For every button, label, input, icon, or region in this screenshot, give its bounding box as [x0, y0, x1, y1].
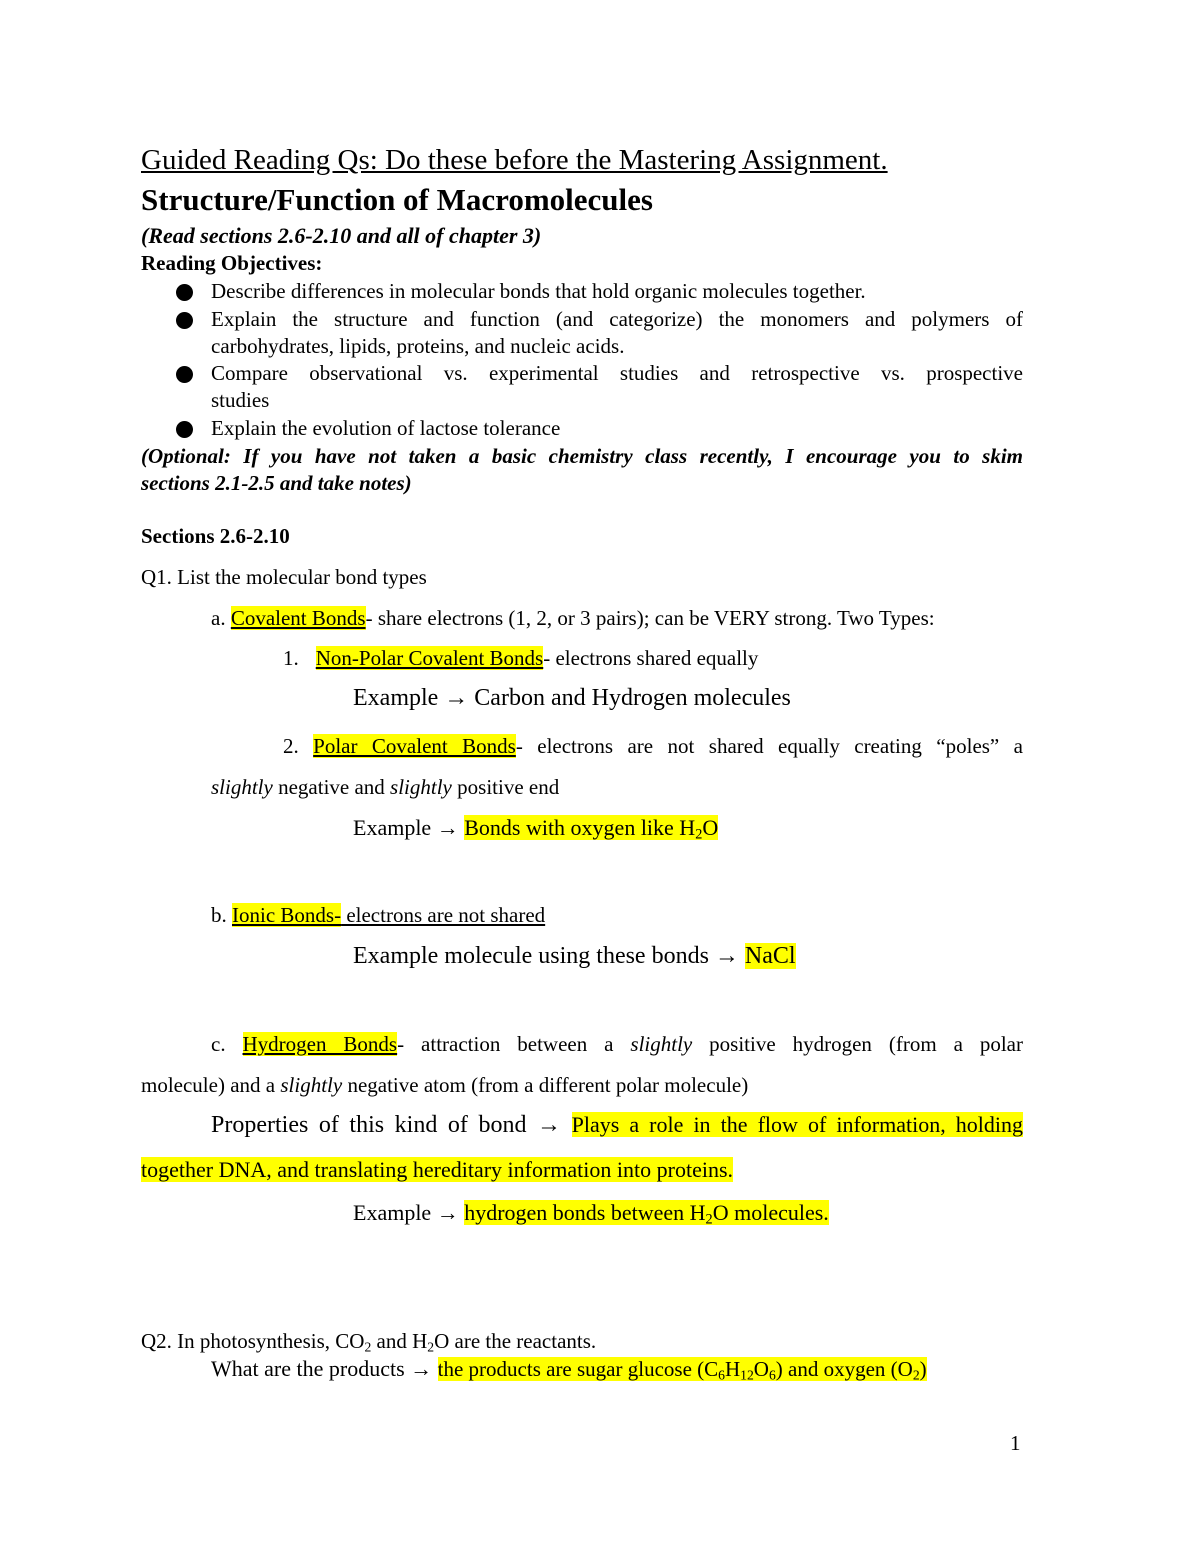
subscript: 2 [427, 1339, 435, 1355]
optional-note: (Optional: If you have not taken a basic chemistry class recently, I encourage you to skim [141, 444, 1023, 468]
nonpolar-covalent-desc: - electrons shared equally [543, 646, 759, 670]
answer-text: H [724, 1357, 741, 1381]
answer-text: the products are sugar glucose (C [437, 1357, 719, 1381]
hydrogen-properties [211, 1112, 1023, 1139]
ionic-example-answer: NaCl [744, 943, 796, 969]
text-span: - attraction between a [397, 1032, 631, 1056]
slightly-word: slightly [630, 1032, 693, 1056]
text-span: negative and [272, 775, 391, 799]
guided-reading-title: Guided Reading Qs: Do these before the Mastering Assignment. [141, 144, 888, 176]
item-number: 1. [283, 646, 299, 670]
answer-text: O molecules. [712, 1200, 829, 1225]
bullet-icon [176, 366, 193, 383]
polar-covalent-row [283, 734, 1023, 759]
properties-answer: Plays a role in the flow of information, holding [571, 1112, 1024, 1137]
hydrogen-bonds-term: Hydrogen Bonds [242, 1032, 398, 1056]
products-label: What are the products → [211, 1356, 438, 1381]
bullet-icon [176, 312, 193, 329]
subscript: 6 [768, 1367, 776, 1383]
covalent-bonds-desc: - share electrons (1, 2, or 3 pairs); can be VERY strong. Two Types: [365, 606, 935, 630]
objective-item-continued: studies [211, 388, 270, 412]
example-label: Example → [353, 1200, 465, 1225]
slightly-word: slightly [280, 1073, 343, 1097]
nonpolar-example: Example → Carbon and Hydrogen molecules [353, 685, 791, 711]
optional-note-continued: sections 2.1-2.5 and take notes) [141, 471, 412, 495]
subscript: 2 [705, 1211, 713, 1228]
q1-b-ionic [211, 903, 545, 928]
answer-text: ) [919, 1357, 927, 1381]
subscript: 2 [912, 1367, 920, 1383]
q1-a-covalent [211, 606, 935, 631]
ionic-example [353, 943, 796, 970]
objective-item: Describe differences in molecular bonds that hold organic molecules together. [211, 279, 866, 303]
covalent-bonds-term: Covalent Bonds [230, 606, 366, 630]
hydrogen-desc-continued [141, 1073, 748, 1098]
bullet-icon [176, 421, 193, 438]
slightly-word: slightly [390, 775, 452, 799]
text-span: positive hydrogen (from a polar [692, 1032, 1023, 1056]
answer-text: hydrogen bonds between H [464, 1200, 706, 1225]
example-label: Example → [353, 815, 465, 840]
item-number: 2. [283, 734, 299, 758]
ionic-bonds-desc: electrons are not shared [341, 903, 546, 927]
q1-question: Q1. List the molecular bond types [141, 565, 427, 589]
polar-example [353, 815, 718, 841]
objective-item: Compare observational vs. experimental studies and retrospective vs. prospective [211, 361, 1023, 385]
bullet-icon [176, 284, 193, 301]
polar-covalent-desc: - electrons are not shared equally creating “poles” a [515, 734, 1023, 758]
answer-text: O [702, 815, 719, 840]
polar-covalent-term: Polar Covalent Bonds [313, 734, 516, 758]
text-span: O are the reactants. [434, 1329, 597, 1353]
text-span: Q2. In photosynthesis, CO [141, 1329, 365, 1353]
polar-covalent-desc-continued [211, 775, 559, 800]
objective-item: Explain the structure and function (and categorize) the monomers and polymers of [211, 307, 1023, 331]
objective-item-continued: carbohydrates, lipids, proteins, and nucleic acids. [211, 334, 625, 358]
subscript: 2 [695, 826, 703, 843]
text-span: and H [371, 1329, 428, 1353]
main-title: Structure/Function of Macromolecules [141, 182, 653, 217]
nonpolar-covalent-term: Non-Polar Covalent Bonds [315, 646, 544, 670]
page-number: 1 [1010, 1431, 1021, 1455]
slightly-word: slightly [211, 775, 273, 799]
answer-text: Bonds with oxygen like H [464, 815, 696, 840]
nonpolar-covalent-row [283, 646, 758, 671]
read-sections-note: (Read sections 2.6-2.10 and all of chapter 3) [141, 223, 542, 248]
properties-answer: together DNA, and translating hereditary information into proteins. [141, 1157, 734, 1182]
reading-objectives-heading: Reading Objectives: [141, 251, 323, 275]
item-prefix: a. [211, 606, 231, 630]
properties-label: Properties of this kind of bond → [211, 1112, 572, 1138]
q1-c-hydrogen [211, 1032, 1023, 1057]
ionic-bonds-term: Ionic Bonds- [232, 903, 342, 927]
text-span: negative atom (from a different polar molecule) [342, 1073, 749, 1097]
item-prefix: b. [211, 903, 232, 927]
hydrogen-example [353, 1200, 829, 1226]
text-span: positive end [451, 775, 560, 799]
polar-example-answer [464, 815, 719, 843]
q2-question [141, 1329, 596, 1354]
hydrogen-properties-continued [141, 1157, 733, 1183]
answer-text: O [753, 1357, 769, 1381]
q2-answer-row [211, 1356, 927, 1382]
subscript: 12 [740, 1367, 754, 1383]
text-span: molecule) and a [141, 1073, 281, 1097]
example-label: Example molecule using these bonds → [353, 943, 745, 969]
sections-heading: Sections 2.6-2.10 [141, 524, 290, 548]
item-prefix: c. [211, 1032, 243, 1056]
q2-answer [438, 1357, 927, 1381]
subscript: 2 [364, 1339, 372, 1355]
answer-text: ) and oxygen (O [775, 1357, 913, 1381]
subscript: 6 [718, 1367, 725, 1383]
objective-item: Explain the evolution of lactose tolerance [211, 416, 561, 440]
hydrogen-example-answer [464, 1200, 829, 1228]
